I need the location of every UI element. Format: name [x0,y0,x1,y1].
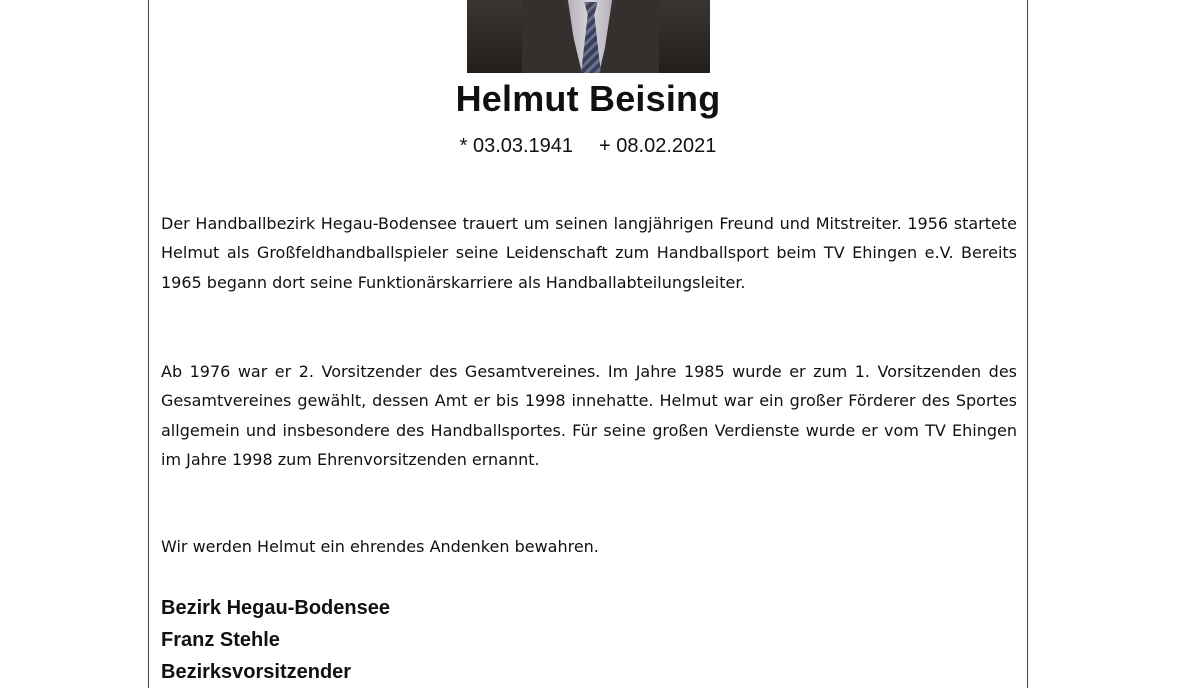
obituary-paragraph-3: Wir werden Helmut ein ehrendes Andenken bewahren. [161,537,599,556]
death-date: + 08.02.2021 [599,135,717,157]
signature-role: Bezirksvorsitzender [161,661,352,683]
signature-organization: Bezirk Hegau-Bodensee [161,597,390,619]
signature-block [161,592,390,688]
portrait-photo [467,0,710,73]
birth-date: * 03.03.1941 [459,135,574,157]
obituary-paragraph-1: Der Handballbezirk Hegau-Bodensee trauert um seinen langjährigen Freund und Mitstreiter. 1956 startete Helmut als Großfeldhandballspieler seine Leidenschaft zum Handballsport beim TV Ehingen e.V. Bereits 1965 begann dort seine Funktionärskarriere als Handballabteilungsleiter. [161,214,1017,292]
life-dates [149,135,1027,158]
obituary-paragraph-2: Ab 1976 war er 2. Vorsitzender des Gesamtvereines. Im Jahre 1985 wurde er zum 1. Vorsitzenden des Gesamtvereines gewählt, dessen Amt er bis 1998 innehatte. Helmut war ein großer Förderer des Sportes allgemein und insbesondere des Handballsportes. Für seine großen Verdienste wurde er vom TV Ehingen im Jahre 1998 zum Ehrenvorsitzenden ernannt. [161,362,1017,469]
signature-person: Franz Stehle [161,629,280,651]
document-page [148,0,1028,688]
deceased-name: Helmut Beising [455,78,721,119]
